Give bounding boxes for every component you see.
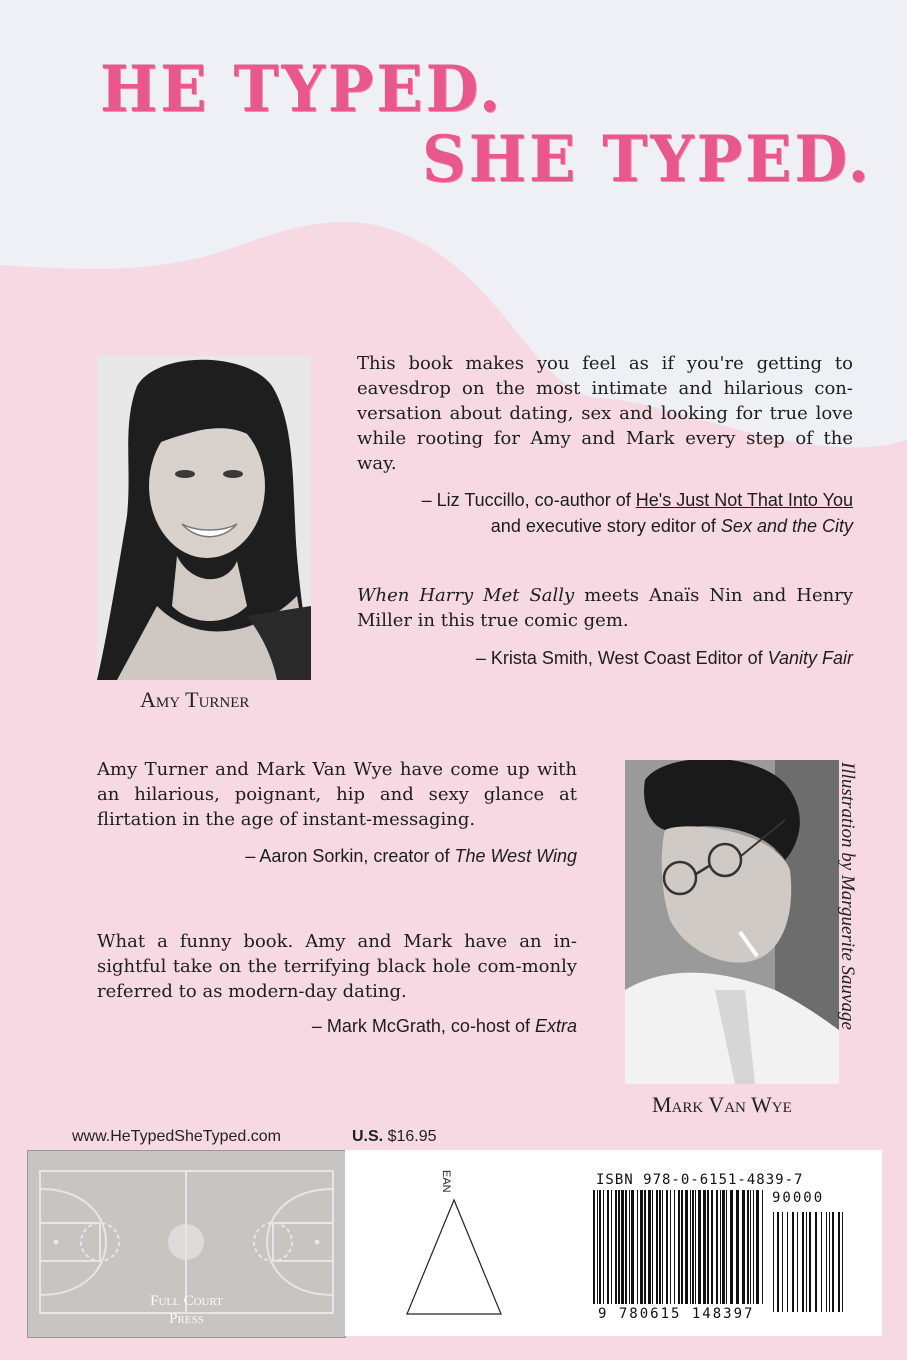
price-label: U.S. [352,1128,384,1145]
barcode-bar [662,1190,663,1304]
barcode-bars [593,1190,843,1312]
barcode-addon-bar [842,1212,843,1312]
barcode-bar [695,1190,696,1304]
attribution-tuccillo-work2: Sex and the City [720,516,853,536]
barcode-bar [593,1190,595,1304]
barcode-bar [666,1190,668,1304]
barcode-addon-bar [773,1212,774,1312]
barcode-bar [707,1190,709,1304]
barcode-bar [640,1190,643,1304]
barcode-bar [681,1190,683,1304]
barcode-bar [607,1190,609,1304]
barcode-bar [603,1190,604,1304]
barcode-bar [656,1190,658,1304]
attribution-mcgrath-prefix: – Mark McGrath, co-host of [311,1016,535,1036]
isbn-number: ISBN 978-0-6151-4839-7 [596,1172,804,1188]
barcode-bar [648,1190,651,1304]
quote-smith-text: meets Anaïs Nin and Henry Miller in this true comic gem. [357,585,854,631]
barcode-addon-bar [838,1212,840,1312]
ean-triangle-icon [407,1200,501,1314]
mark-van-wye-photo [625,760,839,1084]
barcode-addon-bar [806,1212,807,1312]
barcode-bar [621,1190,624,1304]
barcode-digits: 9 780615 148397 [598,1306,755,1322]
barcode-bar [685,1190,688,1304]
title-line-2: SHE TYPED. [422,122,872,197]
attribution-smith-prefix: – Krista Smith, West Coast Editor of [475,648,768,668]
barcode-bar [674,1190,675,1304]
barcode-addon-bar [797,1212,798,1312]
barcode-bar [597,1190,598,1304]
barcode-bar [615,1190,617,1304]
barcode-bar [611,1190,612,1304]
barcode-addon-bar [782,1212,783,1312]
barcode-bar [698,1190,701,1304]
quote-smith-film: When Harry Met Sally [357,585,575,606]
barcode-addon-bar [809,1212,811,1312]
barcode-bar [753,1190,754,1304]
ean-label: EAN [440,1170,452,1193]
mark-van-wye-caption: Mark Van Wye [652,1092,792,1117]
barcode-bar [618,1190,620,1304]
barcode-addon-bar [802,1212,804,1312]
barcode-addon-bar [792,1212,794,1312]
barcode-bar [599,1190,601,1304]
barcode-bar [742,1190,745,1304]
quote-smith [357,583,853,633]
barcode-bar [730,1190,733,1304]
barcode-bar [652,1190,653,1304]
barcode-bar [722,1190,725,1304]
barcode-bar [637,1190,638,1304]
barcode-bar [720,1190,721,1304]
barcode-bar [690,1190,691,1304]
publisher-logo [27,1150,346,1338]
barcode-bar [625,1190,627,1304]
barcode-addon-bar [826,1212,827,1312]
attribution-mcgrath-work: Extra [534,1016,577,1036]
barcode-addon-bar [777,1212,779,1312]
barcode-addon-bar [829,1212,830,1312]
barcode-bar [762,1190,763,1304]
attribution-smith-work: Vanity Fair [767,648,853,668]
attribution-tuccillo-line2: and executive story editor of [490,516,721,536]
attribution-smith [357,645,853,671]
barcode-bar [711,1190,713,1304]
publisher-name-line1: Full Court [150,1293,223,1309]
attribution-tuccillo [357,487,853,539]
amy-turner-caption: Amy Turner [140,687,250,712]
barcode-addon-bar [821,1212,822,1312]
attribution-mcgrath [97,1013,577,1039]
attribution-sorkin-work: The West Wing [454,846,577,866]
price-value: $16.95 [387,1128,437,1145]
barcode-bar [678,1190,680,1304]
barcode-addon-bar [815,1212,817,1312]
quote-sorkin: Amy Turner and Mark Van Wye have come up with an hilarious, poignant, hip and sexy glance at flirtation in the age of instant-messaging. [97,759,577,830]
barcode-bar [747,1190,749,1304]
barcode-bar [750,1190,751,1304]
barcode-bar [756,1190,759,1304]
barcode-addon: 90000 [772,1190,825,1206]
barcode-addon-bar [787,1212,788,1312]
illustration-credit: Illustration by Marguerite Sauvage [837,762,858,1030]
barcode-bar [716,1190,718,1304]
quote-tuccillo: This book makes you feel as if you're getting to eavesdrop on the most intimate and hilarious con-versation about dating, sex and looking for true love while rooting for Amy and Mark every step of the way. [357,353,853,474]
barcode-bar [644,1190,646,1304]
attribution-sorkin [97,843,577,869]
barcode-bar [703,1190,706,1304]
title-line-1: HE TYPED. [100,52,504,127]
barcode-bar [659,1190,661,1304]
barcode-addon-bar [832,1212,834,1312]
barcode-bar [629,1190,630,1304]
attribution-tuccillo-prefix: – Liz Tuccillo, co-author of [421,490,636,510]
barcode-bar [631,1190,634,1304]
quote-mcgrath: What a funny book. Amy and Mark have an in-sightful take on the terrifying black hole com-monly referred to as modern-day dating. [97,931,577,1002]
attribution-tuccillo-work: He's Just Not That Into You [635,490,853,510]
price [352,1128,437,1146]
publisher-name-line2: Press [169,1311,204,1327]
website-url[interactable]: www.HeTypedSheTyped.com [72,1128,281,1145]
amy-turner-photo [97,356,311,680]
barcode-bar [670,1190,671,1304]
barcode-bar [692,1190,694,1304]
barcode-bar [736,1190,739,1304]
attribution-sorkin-prefix: – Aaron Sorkin, creator of [245,846,455,866]
barcode-bar [726,1190,727,1304]
